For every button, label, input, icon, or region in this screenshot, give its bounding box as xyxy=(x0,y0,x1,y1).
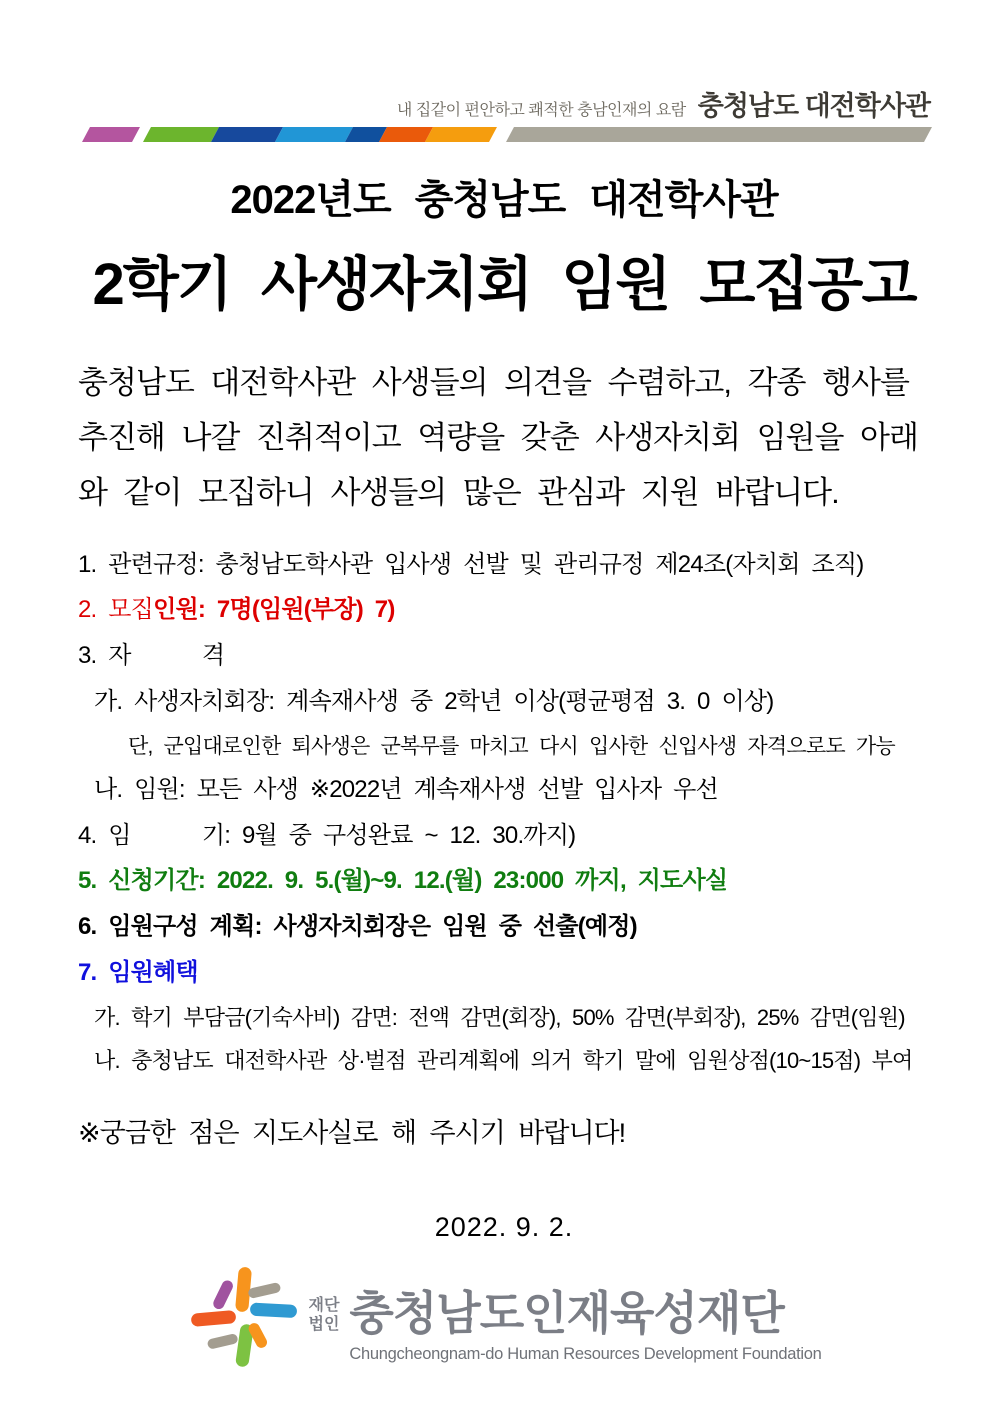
foundation-name-en: Chungcheongnam-do Human Resources Development Foundation xyxy=(349,1345,822,1364)
title-line1: 2022년도 충청남도 대전학사관 xyxy=(230,178,778,222)
foundation-name: 충청남도인재육성재단 xyxy=(349,1287,784,1340)
contact-note: ※궁금한 점은 지도사실로 해 주시기 바랍니다! xyxy=(78,1117,626,1148)
item-benefits: 7. 임원혜택 xyxy=(78,959,198,987)
petal-gray-bottom xyxy=(206,1333,238,1350)
strip-segment-gray-bar xyxy=(506,127,932,142)
item-qualification-b: 나. 임원: 모든 사생 ※2022년 계속재사생 선발 입사자 우선 xyxy=(94,775,718,803)
item-recruit-count-prefix: 2. 모집 xyxy=(78,596,154,624)
item-qualification: 3. 자 격 xyxy=(78,642,225,670)
header-slogan: 내 집같이 편안하고 쾌적한 충남인재의 요람 xyxy=(396,102,686,119)
petal-red-orange xyxy=(190,1310,236,1327)
item-recruit-count xyxy=(78,596,930,625)
item-recruit-count-bold: 인원: 7명(임원(부장) 7) xyxy=(153,596,395,624)
notice-items xyxy=(78,551,930,1075)
color-strip xyxy=(78,126,930,142)
foundation-main xyxy=(349,1277,821,1364)
strip-segment-blue-light xyxy=(275,127,353,142)
foundation-prefix-line2: 법인 xyxy=(308,1315,340,1333)
item-qualification-a-note: 단, 군입대로인한 퇴사생은 군복무를 마치고 다시 입사한 신입사생 자격으로도 가능 xyxy=(128,734,895,758)
petal-gray-top xyxy=(247,1281,281,1298)
petal-orange-top xyxy=(234,1266,251,1312)
foundation-prefix-line1: 재단 xyxy=(308,1297,340,1315)
strip-segment-green xyxy=(143,127,219,142)
pinwheel-logo-icon xyxy=(187,1265,299,1377)
foundation-prefix xyxy=(309,1297,340,1364)
title-line2: 2학기 사생자치회 임원 모집공고 xyxy=(92,252,916,317)
item-benefits-b: 나. 충청남도 대전학사관 상·벌점 관리계획에 의거 학기 말에 임원상점(10~15점) 부여 xyxy=(94,1048,913,1074)
item-term: 4. 임 기: 9월 중 구성완료 ~ 12. 30.까지) xyxy=(78,821,576,849)
foundation-name-block xyxy=(309,1277,822,1364)
foundation-logo xyxy=(78,1265,930,1377)
title-block xyxy=(78,168,930,321)
item-application-period: 5. 신청기간: 2022. 9. 5.(월)~9. 12.(월) 23:000 까지, 지도사실 xyxy=(78,867,728,895)
issue-date: 2022. 9. 2. xyxy=(434,1211,574,1242)
strip-segment-orange-red xyxy=(379,127,433,142)
item-related-rules: 1. 관련규정: 충청남도학사관 입사생 선발 및 관리규정 제24조(자치회 조직) xyxy=(78,550,864,578)
item-composition-plan: 6. 임원구성 계획: 사생자치회장은 임원 중 선출(예정) xyxy=(78,913,637,941)
petal-blue xyxy=(249,1302,296,1318)
petal-purple xyxy=(211,1278,234,1310)
item-qualification-a: 가. 사생자치회장: 계속재사생 중 2학년 이상(평균평점 3. 0 이상) xyxy=(94,687,774,715)
strip-segment-orange xyxy=(425,127,497,142)
strip-segment-purple xyxy=(82,127,140,142)
header xyxy=(78,84,930,121)
item-benefits-a: 가. 학기 부담금(기숙사비) 감면: 전액 감면(회장), 50% 감면(부회장), 25% 감면(임원) xyxy=(94,1004,905,1030)
strip-segment-blue-dark xyxy=(211,127,283,142)
intro-paragraph: 충청남도 대전학사관 사생들의 의견을 수렴하고, 각종 행사를 추진해 나갈 진취적이고 역량을 갖춘 사생자치회 임원을 아래와 같이 모집하니 사생들의 많은 관심과 지원 바랍니다. xyxy=(78,365,918,511)
header-brand: 충청남도 대전학사관 xyxy=(697,91,930,121)
